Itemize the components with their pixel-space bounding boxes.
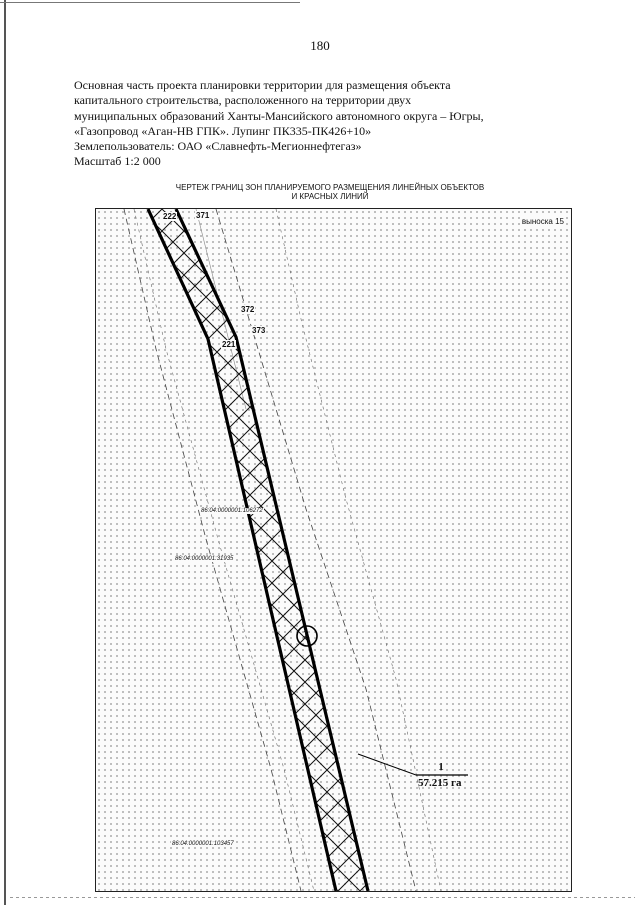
page-bottom-edge: [10, 897, 635, 898]
drawing-title-line: ЧЕРТЕЖ ГРАНИЦ ЗОН ПЛАНИРУЕМОГО РАЗМЕЩЕНИЯ ЛИНЕЙНЫХ ОБЪЕКТОВ: [175, 183, 485, 192]
header-line: Землепользователь: ОАО «Славнефть-Мегионнефтегаз»: [74, 139, 362, 154]
header-line: Масштаб 1:2 000: [74, 154, 161, 169]
drawing-title-line: И КРАСНЫХ ЛИНИЙ: [291, 192, 369, 201]
header-line: «Газопровод «Аган-НВ ГПК». Лупинг ПК335-ПК426+10»: [74, 123, 372, 138]
cadastral-label: 86:04:0000001:31935: [175, 556, 234, 562]
area-value: 57.215 га: [418, 777, 462, 789]
page-number: 180: [310, 38, 330, 53]
sheet-label: выноска 15: [521, 217, 564, 226]
drawing-title: [90, 183, 570, 201]
area-number: 1: [438, 761, 444, 773]
point-label-372: 372: [241, 305, 255, 314]
point-label-222: 222: [163, 212, 177, 221]
header-line: капитального строительства, расположенного на территории двух: [74, 93, 412, 108]
map-frame: [95, 208, 572, 892]
cadastral-label: 86:04:0000001:106272: [201, 508, 263, 514]
point-label-371: 371: [196, 211, 210, 220]
point-label-221: 221: [222, 340, 236, 349]
document-header: [74, 78, 544, 170]
cadastral-label: 86:04:0000001:103457: [172, 841, 234, 847]
point-label-373: 373: [252, 326, 266, 335]
header-line: Основная часть проекта планировки территории для размещения объекта: [74, 78, 451, 92]
header-line: муниципальных образований Ханты-Мансийского автономного округа – Югры,: [74, 108, 484, 123]
map-drawing: [96, 209, 571, 891]
page-top-edge: [0, 2, 300, 3]
page-left-edge: [4, 0, 6, 905]
boundary-dashed-right-2: [276, 209, 441, 891]
zone-number: 1: [303, 629, 309, 639]
